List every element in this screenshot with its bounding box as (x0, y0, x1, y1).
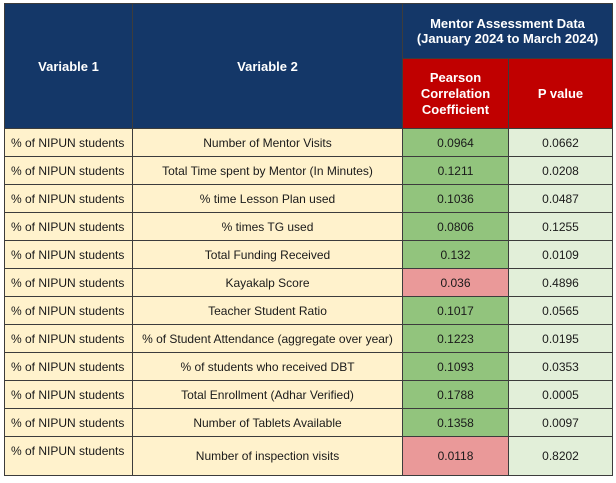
cell-p-value: 0.0487 (509, 185, 613, 213)
cell-variable-1: % of NIPUN students (5, 437, 133, 476)
cell-variable-1: % of NIPUN students (5, 297, 133, 325)
cell-variable-1: % of NIPUN students (5, 325, 133, 353)
cell-pearson-coefficient: 0.1223 (403, 325, 509, 353)
header-pearson-line1: Pearson (429, 69, 482, 85)
table-row (5, 213, 613, 241)
cell-pearson-coefficient: 0.1788 (403, 381, 509, 409)
header-pearson (403, 59, 509, 129)
cell-p-value: 0.0005 (509, 381, 613, 409)
cell-variable-2: % time Lesson Plan used (133, 185, 403, 213)
cell-variable-2: % times TG used (133, 213, 403, 241)
table-row (5, 241, 613, 269)
cell-variable-1: % of NIPUN students (5, 269, 133, 297)
table-row (5, 297, 613, 325)
cell-p-value: 0.0208 (509, 157, 613, 185)
cell-variable-1: % of NIPUN students (5, 213, 133, 241)
table-row (5, 409, 613, 437)
table-row (5, 325, 613, 353)
header-group-period: (January 2024 to March 2024) (416, 31, 599, 46)
table-row (5, 157, 613, 185)
table-row (5, 129, 613, 157)
cell-p-value: 0.0097 (509, 409, 613, 437)
cell-variable-2: Total Enrollment (Adhar Verified) (133, 381, 403, 409)
cell-variable-1: % of NIPUN students (5, 157, 133, 185)
table-row (5, 353, 613, 381)
cell-variable-1: % of NIPUN students (5, 129, 133, 157)
cell-variable-2: Kayakalp Score (133, 269, 403, 297)
cell-variable-2: Total Funding Received (133, 241, 403, 269)
cell-p-value: 0.1255 (509, 213, 613, 241)
correlation-table (4, 3, 613, 476)
cell-p-value: 0.4896 (509, 269, 613, 297)
cell-variable-2: Total Time spent by Mentor (In Minutes) (133, 157, 403, 185)
cell-variable-1: % of NIPUN students (5, 185, 133, 213)
table-row (5, 381, 613, 409)
cell-variable-2: Number of Tablets Available (133, 409, 403, 437)
cell-variable-2: Number of inspection visits (133, 437, 403, 476)
cell-variable-1: % of NIPUN students (5, 353, 133, 381)
cell-variable-1: % of NIPUN students (5, 241, 133, 269)
cell-pearson-coefficient: 0.1036 (403, 185, 509, 213)
cell-pearson-coefficient: 0.0806 (403, 213, 509, 241)
cell-variable-2: Teacher Student Ratio (133, 297, 403, 325)
cell-p-value: 0.0109 (509, 241, 613, 269)
cell-pearson-coefficient: 0.132 (403, 241, 509, 269)
cell-p-value: 0.0565 (509, 297, 613, 325)
cell-pearson-coefficient: 0.1017 (403, 297, 509, 325)
header-group (403, 4, 613, 59)
cell-variable-2: Number of Mentor Visits (133, 129, 403, 157)
header-variable-2: Variable 2 (133, 4, 403, 129)
cell-p-value: 0.0662 (509, 129, 613, 157)
cell-pearson-coefficient: 0.1093 (403, 353, 509, 381)
cell-pearson-coefficient: 0.0118 (403, 437, 509, 476)
cell-pearson-coefficient: 0.1358 (403, 409, 509, 437)
table-row (5, 437, 613, 476)
cell-variable-1: % of NIPUN students (5, 381, 133, 409)
header-pearson-line2: Correlation (420, 85, 491, 101)
cell-pearson-coefficient: 0.1211 (403, 157, 509, 185)
cell-p-value: 0.0353 (509, 353, 613, 381)
cell-p-value: 0.8202 (509, 437, 613, 476)
table-body (5, 129, 613, 476)
header-variable-1: Variable 1 (5, 4, 133, 129)
cell-variable-2: % of Student Attendance (aggregate over year) (133, 325, 403, 353)
header-pvalue: P value (509, 59, 613, 129)
cell-p-value: 0.0195 (509, 325, 613, 353)
table-row (5, 185, 613, 213)
cell-variable-2: % of students who received DBT (133, 353, 403, 381)
header-pearson-line3: Coefficient (421, 101, 490, 117)
header-group-title: Mentor Assessment Data (430, 16, 585, 31)
table-row (5, 269, 613, 297)
cell-variable-1: % of NIPUN students (5, 409, 133, 437)
header-row-top (5, 4, 613, 59)
cell-pearson-coefficient: 0.036 (403, 269, 509, 297)
cell-pearson-coefficient: 0.0964 (403, 129, 509, 157)
